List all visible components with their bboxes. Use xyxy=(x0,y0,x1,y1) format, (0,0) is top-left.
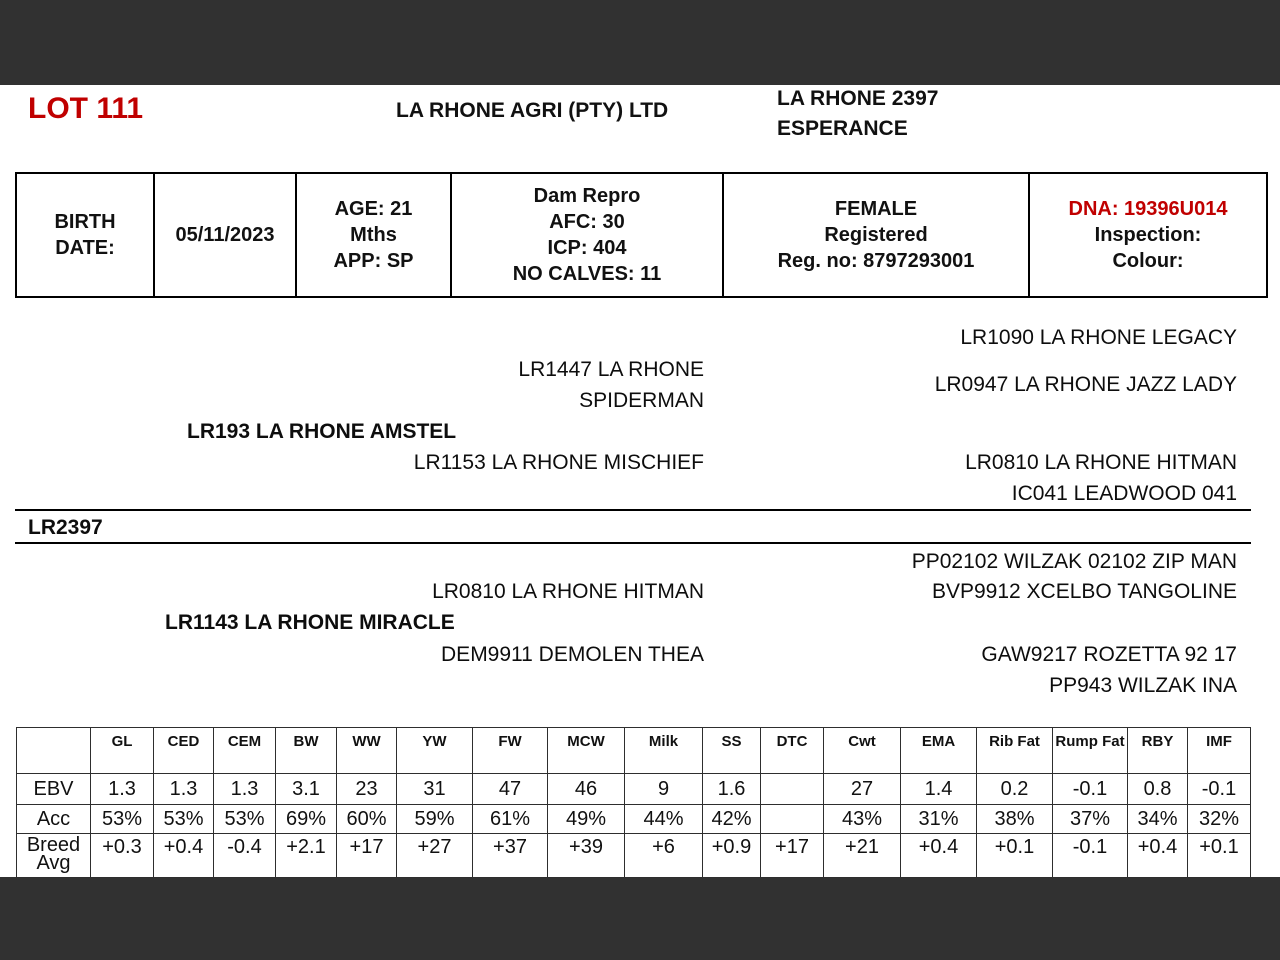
colour-label: Colour: xyxy=(1112,250,1184,272)
ebv-col-header: Cwt xyxy=(824,728,901,774)
dam-repro-icp: ICP: 404 xyxy=(547,237,627,259)
ebv-cell: +0.1 xyxy=(977,834,1053,878)
ebv-cell: +39 xyxy=(548,834,625,878)
ebv-col-header: MCW xyxy=(548,728,625,774)
dna-number: DNA: 19396U014 xyxy=(1068,198,1228,220)
ebv-cell: 46 xyxy=(548,774,625,805)
ebv-col-header: BW xyxy=(276,728,337,774)
ebv-cell: 37% xyxy=(1053,805,1128,834)
ebv-cell: +17 xyxy=(337,834,397,878)
age-line1: AGE: 21 xyxy=(334,198,413,220)
ebv-col-header: CEM xyxy=(214,728,276,774)
ebv-cell: -0.1 xyxy=(1053,774,1128,805)
ebv-cell xyxy=(761,774,824,805)
ebv-cell: +0.4 xyxy=(1128,834,1188,878)
ebv-cell: -0.4 xyxy=(214,834,276,878)
ebv-col-header: SS xyxy=(703,728,761,774)
ebv-col-header: Rib Fat xyxy=(977,728,1053,774)
ebv-body xyxy=(17,774,1251,878)
pedigree-sire-sire-line2: SPIDERMAN xyxy=(579,389,704,412)
animal-name-line1: LA RHONE 2397 xyxy=(777,87,939,110)
ebv-cell: +2.1 xyxy=(276,834,337,878)
info-table xyxy=(15,172,1268,298)
ebv-cell: +0.4 xyxy=(901,834,977,878)
animal-name xyxy=(777,84,938,144)
pedigree-sire-dam: LR1153 LA RHONE MISCHIEF xyxy=(413,451,704,474)
ebv-row xyxy=(17,774,1251,805)
ebv-cell xyxy=(761,805,824,834)
ebv-cell: 9 xyxy=(625,774,703,805)
lot-number: LOT 111 xyxy=(28,92,144,125)
ebv-cell: 1.6 xyxy=(703,774,761,805)
ebv-col-header: RBY xyxy=(1128,728,1188,774)
pedigree-dam-dam-dam: PP943 WILZAK INA xyxy=(1049,674,1237,697)
ebv-cell: +21 xyxy=(824,834,901,878)
ebv-cell: +17 xyxy=(761,834,824,878)
pedigree-dam: LR1143 LA RHONE MIRACLE xyxy=(165,611,455,634)
ebv-col-header: YW xyxy=(397,728,473,774)
pedigree-sire-sire-dam: LR0947 LA RHONE JAZZ LADY xyxy=(934,373,1237,396)
pedigree-sire: LR193 LA RHONE AMSTEL xyxy=(187,420,457,443)
ebv-cell: 60% xyxy=(337,805,397,834)
ebv-corner-cell xyxy=(17,728,91,774)
ebv-cell: 43% xyxy=(824,805,901,834)
ebv-col-header: GL xyxy=(91,728,154,774)
pedigree-sire-dam-dam: IC041 LEADWOOD 041 xyxy=(1011,482,1237,505)
dam-repro-title: Dam Repro xyxy=(533,185,641,207)
age-cell xyxy=(296,173,451,297)
ebv-row xyxy=(17,834,1251,878)
pedigree-sire-sire-line1: LR1447 LA RHONE xyxy=(518,358,704,381)
ebv-cell: 42% xyxy=(703,805,761,834)
ebv-cell: 38% xyxy=(977,805,1053,834)
birth-date-value: 05/11/2023 xyxy=(175,224,275,246)
ebv-cell: 53% xyxy=(154,805,214,834)
bottom-dark-bar xyxy=(0,877,1280,960)
age-line3: APP: SP xyxy=(333,250,414,272)
ebv-cell: -0.1 xyxy=(1053,834,1128,878)
age-line2: Mths xyxy=(350,224,397,246)
ebv-col-header: IMF xyxy=(1188,728,1251,774)
ebv-cell: +6 xyxy=(625,834,703,878)
pedigree-dam-sire: LR0810 LA RHONE HITMAN xyxy=(432,580,704,603)
ebv-cell: 0.2 xyxy=(977,774,1053,805)
ebv-cell: 31% xyxy=(901,805,977,834)
ebv-cell: -0.1 xyxy=(1188,774,1251,805)
inspection-label: Inspection: xyxy=(1094,224,1202,246)
top-dark-bar xyxy=(0,0,1280,85)
ebv-cell: 1.4 xyxy=(901,774,977,805)
ebv-cell: 1.3 xyxy=(91,774,154,805)
ebv-cell: 69% xyxy=(276,805,337,834)
ebv-header-row xyxy=(17,728,1251,774)
pedigree-dam-sire-dam: BVP9912 XCELBO TANGOLINE xyxy=(931,580,1237,603)
birth-label-line2: DATE: xyxy=(55,237,115,259)
ebv-cell: +0.3 xyxy=(91,834,154,878)
pedigree-dam-sire-sire: PP02102 WILZAK 02102 ZIP MAN xyxy=(911,550,1237,573)
ebv-col-header: Milk xyxy=(625,728,703,774)
ebv-cell: +27 xyxy=(397,834,473,878)
pedigree-animal-id: LR2397 xyxy=(28,516,103,539)
pedigree-divider-top xyxy=(15,509,1251,511)
ebv-cell: 53% xyxy=(91,805,154,834)
registered-label: Registered xyxy=(824,224,928,246)
pedigree-dam-dam-sire: GAW9217 ROZETTA 92 17 xyxy=(981,643,1237,666)
ebv-cell: 53% xyxy=(214,805,276,834)
ebv-cell: 1.3 xyxy=(154,774,214,805)
ebv-row-label: Breed Avg xyxy=(17,834,91,878)
ebv-col-header: WW xyxy=(337,728,397,774)
pedigree-sire-dam-sire: LR0810 LA RHONE HITMAN xyxy=(965,451,1237,474)
ebv-cell: 34% xyxy=(1128,805,1188,834)
ebv-col-header: FW xyxy=(473,728,548,774)
ebv-cell: 0.8 xyxy=(1128,774,1188,805)
birth-date-value-cell xyxy=(154,173,296,297)
dam-repro-afc: AFC: 30 xyxy=(549,211,625,233)
birth-date-label-cell xyxy=(16,173,154,297)
pedigree-divider-bottom xyxy=(15,542,1251,544)
dam-repro-cell xyxy=(451,173,723,297)
ebv-cell: +0.9 xyxy=(703,834,761,878)
ebv-row-label: Acc xyxy=(17,805,91,834)
company-title: LA RHONE AGRI (PTY) LTD xyxy=(396,99,669,122)
ebv-cell: 49% xyxy=(548,805,625,834)
ebv-cell: 44% xyxy=(625,805,703,834)
animal-name-line2: ESPERANCE xyxy=(777,117,908,140)
ebv-cell: 23 xyxy=(337,774,397,805)
ebv-cell: +0.4 xyxy=(154,834,214,878)
ebv-cell: 61% xyxy=(473,805,548,834)
dna-cell xyxy=(1029,173,1267,297)
sex-value: FEMALE xyxy=(834,198,918,220)
ebv-cell: 32% xyxy=(1188,805,1251,834)
ebv-col-header: CED xyxy=(154,728,214,774)
dam-repro-calves: NO CALVES: 11 xyxy=(512,263,662,285)
ebv-row xyxy=(17,805,1251,834)
ebv-cell: +37 xyxy=(473,834,548,878)
ebv-cell: 47 xyxy=(473,774,548,805)
pedigree-sire-sire-sire: LR1090 LA RHONE LEGACY xyxy=(960,326,1237,349)
ebv-col-header: Rump Fat xyxy=(1053,728,1128,774)
pedigree-dam-dam: DEM9911 DEMOLEN THEA xyxy=(441,643,704,666)
ebv-col-header: DTC xyxy=(761,728,824,774)
ebv-cell: 27 xyxy=(824,774,901,805)
ebv-table xyxy=(16,727,1251,878)
ebv-cell: +0.1 xyxy=(1188,834,1251,878)
ebv-col-header: EMA xyxy=(901,728,977,774)
ebv-cell: 59% xyxy=(397,805,473,834)
ebv-row-label: EBV xyxy=(17,774,91,805)
ebv-cell: 3.1 xyxy=(276,774,337,805)
ebv-cell: 31 xyxy=(397,774,473,805)
birth-label-line1: BIRTH xyxy=(54,211,116,233)
sex-registration-cell xyxy=(723,173,1029,297)
registration-number: Reg. no: 8797293001 xyxy=(777,250,975,272)
ebv-cell: 1.3 xyxy=(214,774,276,805)
